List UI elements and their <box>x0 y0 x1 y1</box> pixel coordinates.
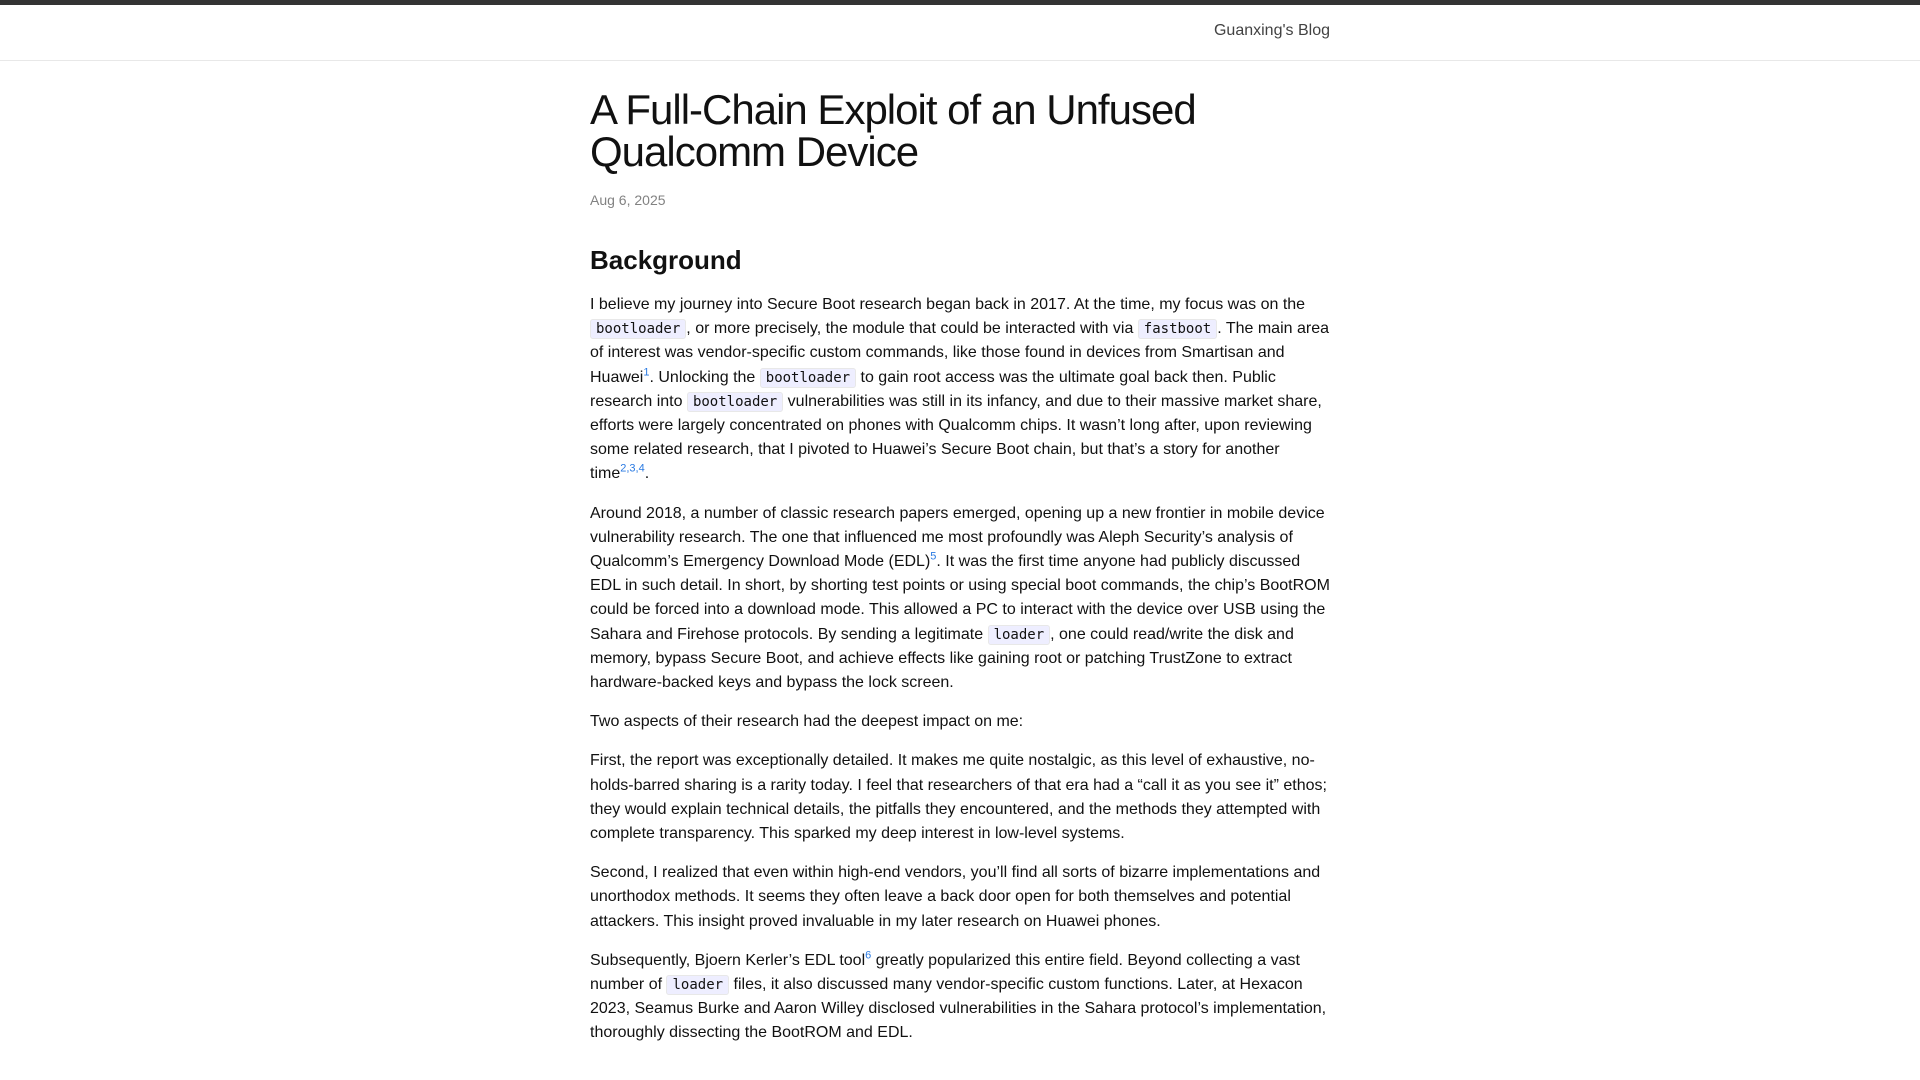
text: , or more precisely, the module that could be interacted with via <box>686 320 1138 338</box>
footnote-link-5[interactable]: 5 <box>930 550 937 563</box>
page-wrapper <box>590 61 1330 1061</box>
inline-code: loader <box>988 625 1051 645</box>
text: . It was the first time anyone had publicly discussed EDL in such detail. In short, by shorting test points or using special boot commands, the chip’s BootROM could be forced into a download mode. This allowed a PC to interact with the device over USB using the Sahara and Firehose protocols. By sending a legitimate <box>590 553 1330 643</box>
post-title: A Full-Chain Exploit of an Unfused Qualcomm Device <box>590 86 1196 175</box>
footnote-link-4[interactable]: 4 <box>638 463 645 476</box>
paragraph-1 <box>590 293 1330 487</box>
text: to gain root access was the ultimate goal back then. Public research into <box>590 368 1276 410</box>
text: . The main area of interest was vendor-specific custom commands, like those found in devices from Smartisan and Huawei <box>590 320 1329 386</box>
footnote-separator: , <box>626 463 630 476</box>
text: , one could read/write the disk and memory, bypass Secure Boot, and achieve effects like gaining root or patching TrustZone to extract hardware-backed keys and bypass the lock screen. <box>590 625 1294 692</box>
paragraph-5: Second, I realized that even within high-end vendors, you’ll find all sorts of bizarre implementations and unorthodox methods. It seems they often leave a back door open for both themselves and potential attackers. This insight proved invaluable in my later research on Huawei phones. <box>590 864 1321 930</box>
text: Subsequently, Bjoern Kerler’s EDL tool <box>590 951 866 969</box>
post <box>590 86 1330 1046</box>
text: . Unlocking the <box>649 368 760 386</box>
text: . <box>644 465 650 483</box>
text: greatly popularized this entire field. Beyond collecting a vast number of <box>590 951 1300 994</box>
text: files, it also discussed many vendor-specific custom functions. Later, at Hexacon 2023, Seamus Burke and Aaron Willey disclosed vulnerabilities in the Sahara protocol’s implementation, thoroughly dissecting the BootROM and EDL. <box>590 976 1327 1042</box>
footnote-link-1[interactable]: 1 <box>643 366 650 379</box>
paragraph-6 <box>590 949 1330 1046</box>
site-title-link[interactable]: Guanxing's Blog <box>1213 22 1330 39</box>
text: Around 2018, a number of classic research papers emerged, opening up a new frontier in mobile device vulnerability research. The one that influenced me most profoundly was Aleph Security’s analysis of Qualcomm’s Emergency Download Mode (EDL) <box>590 504 1325 571</box>
inline-code: loader <box>666 975 729 995</box>
inline-code: bootloader <box>760 368 856 388</box>
site-header <box>0 5 1920 61</box>
inline-code: bootloader <box>590 319 686 339</box>
footnote-link-6[interactable]: 6 <box>865 949 872 962</box>
footnote-ref <box>620 463 645 475</box>
footnote-separator: , <box>635 463 639 476</box>
inline-code: bootloader <box>687 392 783 412</box>
post-date: Aug 6, 2025 <box>590 192 666 208</box>
paragraph-4: First, the report was exceptionally detailed. It makes me quite nostalgic, as this level of exhaustive, no-holds-barred sharing is a rarity today. I feel that researchers of that era had a “call it as you see it” ethos; they would explain technical details, the pitfalls they encountered, and the methods they attempted with complete transparency. This sparked my deep interest in low-level systems. <box>590 752 1327 843</box>
footnote-link-2[interactable]: 2 <box>620 463 627 476</box>
text: I believe my journey into Secure Boot research began back in 2017. At the time, my focus was on the <box>590 296 1306 313</box>
text: vulnerabilities was still in its infancy, and due to their massive market share, efforts were largely concentrated on phones with Qualcomm chips. It wasn’t long after, upon reviewing some related research, that I pivoted to Huawei’s Secure Boot chain, but that’s a story for another time <box>590 392 1322 483</box>
post-content <box>590 293 1330 1046</box>
footnote-link-3[interactable]: 3 <box>629 463 636 476</box>
paragraph-3: Two aspects of their research had the deepest impact on me: <box>590 713 1024 731</box>
inline-code: fastboot <box>1138 319 1217 339</box>
section-heading-background: Background <box>590 245 742 275</box>
paragraph-2 <box>590 502 1330 696</box>
